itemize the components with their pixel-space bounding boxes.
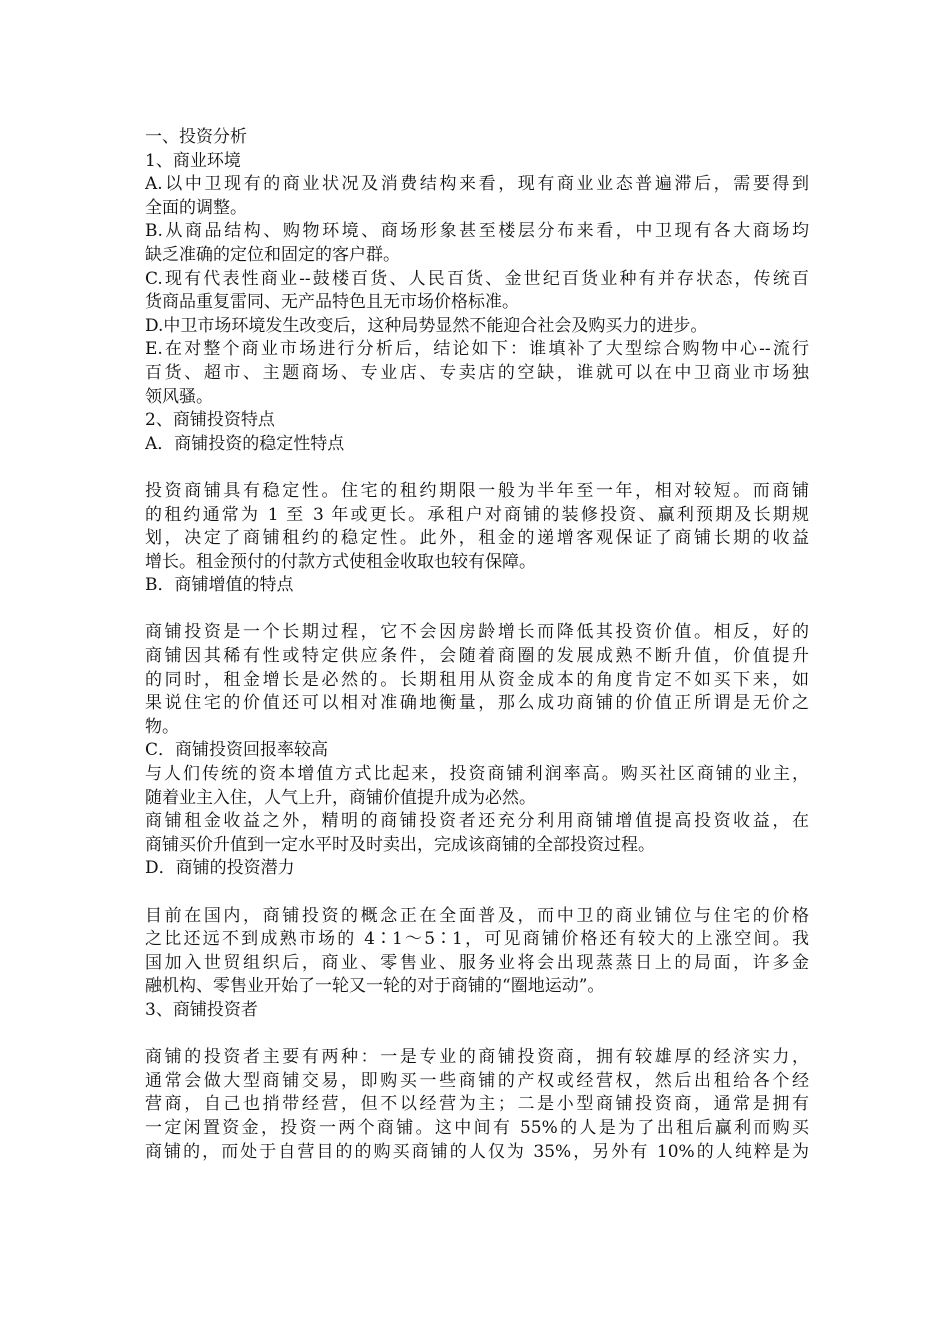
text-line: 1、商业环境 [145, 150, 241, 171]
text-line: 与人们传统的资本增值方式比起来，投资商铺利润率高。购买社区商铺的业主， [145, 764, 809, 785]
document-page [145, 126, 809, 1164]
text-line: 划，决定了商铺租约的稳定性。此外，租金的递增客观保证了商铺长期的收益 [145, 528, 809, 549]
text-line: 商铺买价升值到一定水平时及时卖出，完成该商铺的全部投资过程。 [145, 834, 655, 855]
text-line: 融机构、零售业开始了一轮又一轮的对于商铺的“圈地运动”。 [145, 976, 605, 997]
text-line: 增长。租金预付的付款方式使租金收取也较有保障。 [145, 551, 536, 572]
text-line: C．商铺投资回报率较高 [145, 740, 329, 761]
text-line: 商铺的，而处于自营目的的购买商铺的人仅为 35%，另外有 10%的人纯粹是为 [145, 1141, 809, 1162]
text-line: 缺乏准确的定位和固定的客户群。 [145, 244, 400, 265]
text-line: 商铺租金收益之外，精明的商铺投资者还充分利用商铺增值提高投资收益，在 [145, 811, 809, 832]
text-line: A．商铺投资的稳定性特点 [145, 433, 345, 454]
text-line: 货商品重复雷同、无产品特色且无市场价格标准。 [145, 292, 519, 313]
text-line: D.中卫市场环境发生改变后，这种局势显然不能迎合社会及购买力的进步。 [145, 315, 708, 336]
text-line: 目前在国内，商铺投资的概念正在全面普及，而中卫的商业铺位与住宅的价格 [145, 905, 809, 926]
text-line: 领风骚。 [145, 386, 213, 407]
text-line: 国加入世贸组织后，商业、零售业、服务业将会出现蒸蒸日上的局面，许多金 [145, 952, 809, 973]
blank-line [145, 456, 809, 480]
text-line: 通常会做大型商铺交易，即购买一些商铺的产权或经营权，然后出租给各个经 [145, 1070, 809, 1091]
text-line: 之比还远不到成熟市场的 4∶1～5∶1，可见商铺价格还有较大的上涨空间。我 [145, 929, 809, 950]
text-line: 全面的调整。 [145, 197, 247, 218]
text-line: C.现有代表性商业--鼓楼百货、人民百货、金世纪百货业种有并存状态，传统百 [145, 268, 809, 289]
text-line: 的租约通常为 1 至 3 年或更长。承租户对商铺的装修投资、赢利预期及长期规 [145, 504, 809, 525]
text-line: E.在对整个商业市场进行分析后，结论如下：谁填补了大型综合购物中心--流行 [145, 339, 809, 360]
text-line: 一定闲置资金，投资一两个商铺。这中间有 55%的人是为了出租后赢利而购买 [145, 1117, 809, 1138]
text-line: 一、投资分析 [145, 127, 247, 147]
text-line: 物。 [145, 716, 179, 737]
text-line: 投资商铺具有稳定性。住宅的租约期限一般为半年至一年，相对较短。而商铺 [145, 480, 809, 501]
text-line: 随着业主入住，人气上升，商铺价值提升成为必然。 [145, 787, 536, 808]
text-line: 2、商铺投资特点 [145, 410, 275, 431]
text-line: 果说住宅的价值还可以相对准确地衡量，那么成功商铺的价值正所谓是无价之 [145, 693, 809, 714]
text-line: A.以中卫现有的商业状况及消费结构来看，现有商业业态普遍滞后，需要得到 [145, 174, 809, 195]
text-line: B．商铺增值的特点 [145, 575, 294, 596]
text-line: 的同时，租金增长是必然的。长期租用从资金成本的角度肯定不如买下来，如 [145, 669, 809, 690]
text-line: 商铺因其稀有性或特定供应条件，会随着商圈的发展成熟不断升值，价值提升 [145, 646, 809, 667]
text-line: 商铺投资是一个长期过程，它不会因房龄增长而降低其投资价值。相反，好的 [145, 622, 809, 643]
blank-line [145, 598, 809, 622]
text-line: D．商铺的投资潜力 [145, 858, 295, 879]
text-line: B.从商品结构、购物环境、商场形象甚至楼层分布来看，中卫现有各大商场均 [145, 221, 809, 242]
blank-line [145, 881, 809, 905]
text-line: 营商，自己也捎带经营，但不以经营为主；二是小型商铺投资商，通常是拥有 [145, 1094, 809, 1115]
text-line: 商铺的投资者主要有两种：一是专业的商铺投资商，拥有较雄厚的经济实力， [145, 1047, 809, 1068]
text-line: 3、商铺投资者 [145, 999, 258, 1020]
blank-line [145, 1023, 809, 1047]
text-line: 百货、超市、主题商场、专业店、专卖店的空缺，谁就可以在中卫商业市场独 [145, 362, 809, 383]
